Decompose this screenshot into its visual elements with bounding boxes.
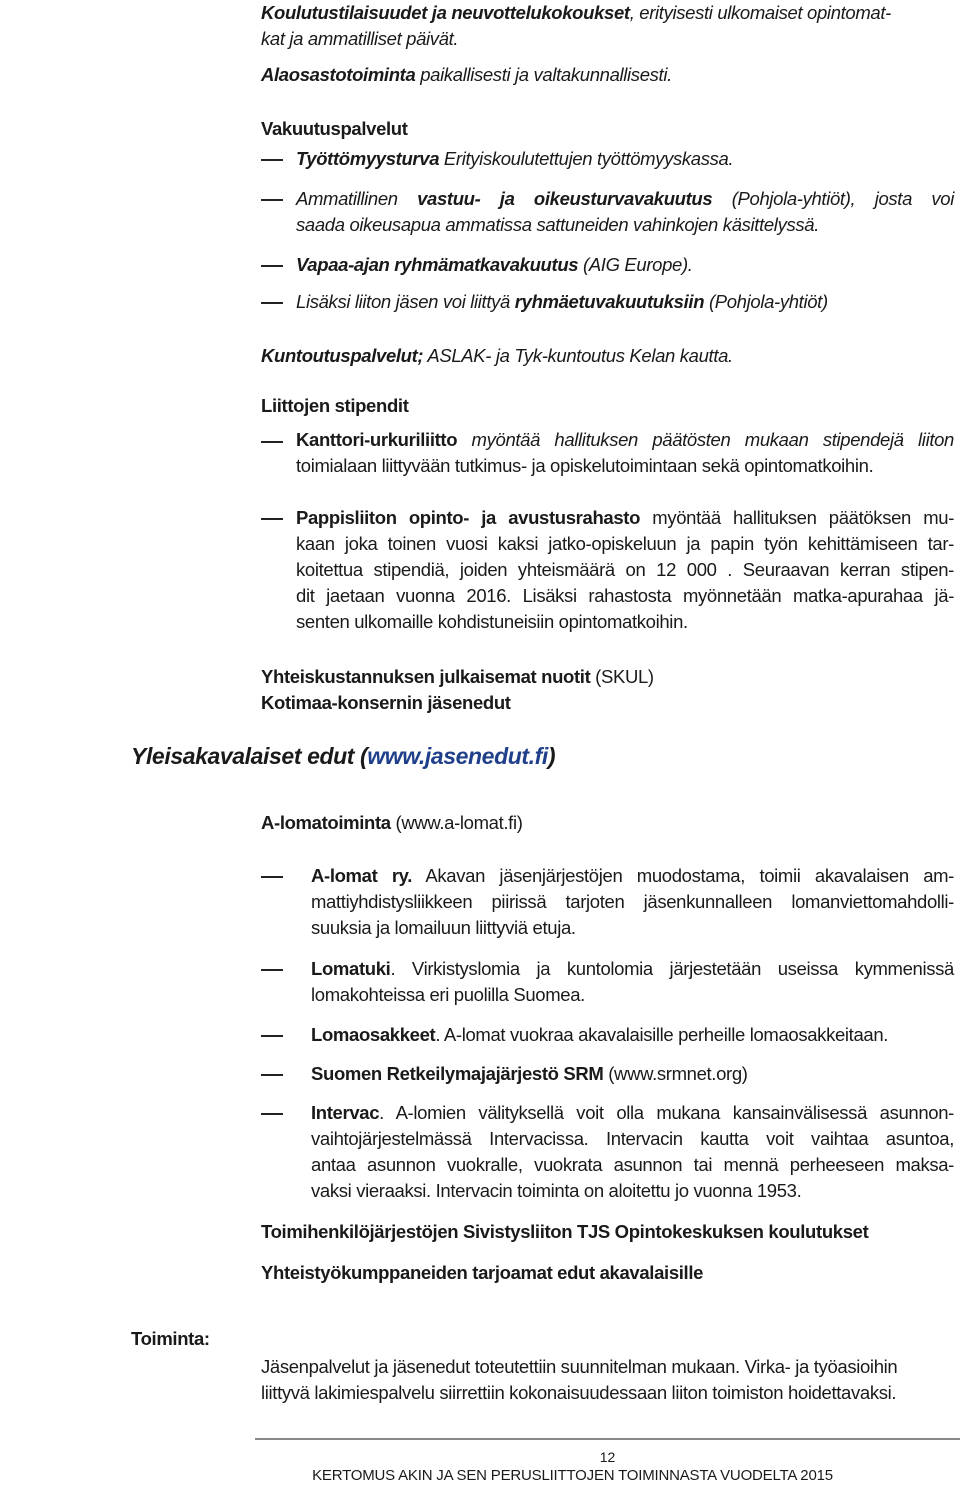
section-heading-yleisakavalaiset [131, 743, 555, 770]
dash-bullet [261, 518, 283, 520]
list-item [311, 1100, 954, 1126]
bold-term: Yhteiskustannuksen julkaisemat nuotit [261, 666, 591, 687]
text: Ammatillinen [296, 188, 418, 209]
bold-term: Työttömyysturva [296, 148, 440, 169]
dash-bullet [261, 441, 283, 443]
text: Akavan jäsenjärjestöjen muodostama, toimii akavalaisen am- [412, 865, 954, 886]
bold-term: Suomen Retkeilymajajärjestö SRM [311, 1063, 604, 1084]
text: (www.srmnet.org) [603, 1063, 748, 1084]
text: Lisäksi liiton jäsen voi liittyä [296, 291, 515, 312]
text: (SKUL) [590, 666, 654, 687]
text-line: Toimihenkilöjärjestöjen Sivistysliiton TJS Opintokeskuksen koulutukset [261, 1221, 869, 1242]
text: ASLAK- ja Tyk-kuntoutus Kelan kautta. [423, 345, 733, 366]
text: . A-lomat vuokraa akavalaisille perheille lomaosakkeitaan. [435, 1024, 889, 1045]
bold-term: Lomaosakkeet [311, 1024, 436, 1045]
bold-term: Alaosastotoiminta [261, 64, 416, 85]
dash-bullet [261, 876, 283, 878]
text: , erityisesti ulkomaiset opintomat- [629, 2, 891, 23]
text: paikallisesti ja valtakunnallisesti. [415, 64, 672, 85]
bold-term: Kanttori-urkuriliitto [296, 429, 458, 450]
list-item-continuation: kaan joka toinen vuosi kaksi jatko-opiskeluun ja papin työn kehittämiseen tar- [296, 533, 954, 554]
text-line: kat ja ammatilliset päivät. [261, 28, 459, 49]
section-heading-vakuutuspalvelut: Vakuutuspalvelut [261, 118, 408, 139]
list-item-continuation: senten ulkomaille kohdistuneisiin opintomatkoihin. [296, 611, 688, 632]
toiminta-text: Jäsenpalvelut ja jäsenedut toteutettiin suunnitelman mukaan. Virka- ja työasioihin [261, 1356, 898, 1377]
footer-rule [255, 1438, 960, 1440]
list-item [296, 505, 954, 531]
dash-bullet [261, 1035, 283, 1037]
text: (Pohjola-yhtiöt), josta voi [712, 188, 954, 209]
list-item [296, 427, 954, 453]
list-item [311, 1061, 748, 1087]
section-heading-stipendit: Liittojen stipendit [261, 395, 409, 416]
list-item [311, 863, 954, 889]
text-line [261, 62, 672, 88]
link-jasenedut[interactable]: www.jasenedut.fi [367, 743, 548, 769]
page-number: 12 [599, 1449, 616, 1465]
toiminta-label: Toiminta: [131, 1328, 210, 1349]
list-item-continuation: lomakohteissa eri puolilla Suomea. [311, 984, 585, 1005]
text: Yleisakavalaiset edut ( [131, 743, 368, 769]
list-item-continuation: koitettua stipendiä, joiden yhteismäärä on 12 000 . Seuraavan kerran stipen- [296, 559, 954, 580]
list-item [311, 1022, 888, 1048]
dash-bullet [261, 159, 283, 161]
list-item-continuation: vaihtojärjestelmässä Intervacissa. Intervacin kautta voit vaihtaa asuntoa, [311, 1128, 954, 1149]
bold-term: Lomatuki [311, 958, 391, 979]
list-item-continuation: mattiyhdistysliikkeen piirissä tarjoten jäsenkunnalleen lomanviettomahdolli- [311, 891, 954, 912]
bold-term: Koulutustilaisuudet ja neuvottelukokoukset [261, 2, 630, 23]
text-line: Yhteistyökumppaneiden tarjoamat edut akavalaisille [261, 1262, 704, 1283]
list-item [296, 289, 828, 315]
bold-term: Vapaa-ajan ryhmämatkavakuutus [296, 254, 579, 275]
text: . Virkistyslomia ja kuntolomia järjestetään useissa kymmenissä [390, 958, 954, 979]
text-line: Kotimaa-konsernin jäsenedut [261, 692, 511, 713]
text: ) [547, 743, 556, 769]
list-item [296, 146, 733, 172]
list-item-continuation: vaksi vieraaksi. Intervacin toiminta on aloitettu jo vuonna 1953. [311, 1180, 802, 1201]
text: myöntää hallituksen päätöksen mu- [640, 507, 955, 528]
text-line [261, 810, 523, 836]
bold-term: Intervac [311, 1102, 380, 1123]
dash-bullet [261, 302, 283, 304]
text: myöntää hallituksen päätösten mukaan stipendejä liiton [457, 429, 954, 450]
text: . A-lomien välityksellä voit olla mukana kansainvälisessä asunnon- [379, 1102, 954, 1123]
text-line [261, 343, 733, 369]
text-line [261, 664, 654, 690]
list-item-continuation: antaa asunnon vuokralle, vuokrata asunnon tai mennä perheeseen maksa- [311, 1154, 954, 1175]
list-item-continuation: saada oikeusapua ammatissa sattuneiden vahinkojen käsittelyssä. [296, 214, 819, 235]
bold-term: vastuu- ja oikeusturvavakuutus [417, 188, 713, 209]
list-item [296, 186, 954, 212]
text: (www.a-lomat.fi) [390, 812, 523, 833]
toiminta-text: liittyvä lakimiespalvelu siirrettiin kokonaisuudessaan liiton toimiston hoidettavaksi. [261, 1382, 897, 1403]
dash-bullet [261, 1113, 283, 1115]
dash-bullet [261, 199, 283, 201]
text-line [261, 0, 891, 26]
bold-term: A-lomatoiminta [261, 812, 391, 833]
bold-term: Pappisliiton opinto- ja avustusrahasto [296, 507, 641, 528]
bold-term: Kuntoutuspalvelut; [261, 345, 424, 366]
text: (AIG Europe). [578, 254, 693, 275]
list-item-continuation: suuksia ja lomailuun liittyviä etuja. [311, 917, 576, 938]
footer-title: KERTOMUS AKIN JA SEN PERUSLIITTOJEN TOIMINNASTA VUODELTA 2015 [312, 1467, 833, 1484]
list-item [311, 956, 954, 982]
dash-bullet [261, 265, 283, 267]
dash-bullet [261, 969, 283, 971]
bold-term: A-lomat ry. [311, 865, 413, 886]
text: Erityiskoulutettujen työttömyyskassa. [439, 148, 734, 169]
list-item-continuation: toimialaan liittyvään tutkimus- ja opiskelutoimintaan sekä opintomatkoihin. [296, 455, 874, 476]
list-item-continuation: dit jaetaan vuonna 2016. Lisäksi rahastosta myönnetään matka-apurahaa jä- [296, 585, 954, 606]
bold-term: ryhmäetuvakuutuksiin [514, 291, 705, 312]
text: (Pohjola-yhtiöt) [704, 291, 828, 312]
list-item [296, 252, 693, 278]
dash-bullet [261, 1074, 283, 1076]
